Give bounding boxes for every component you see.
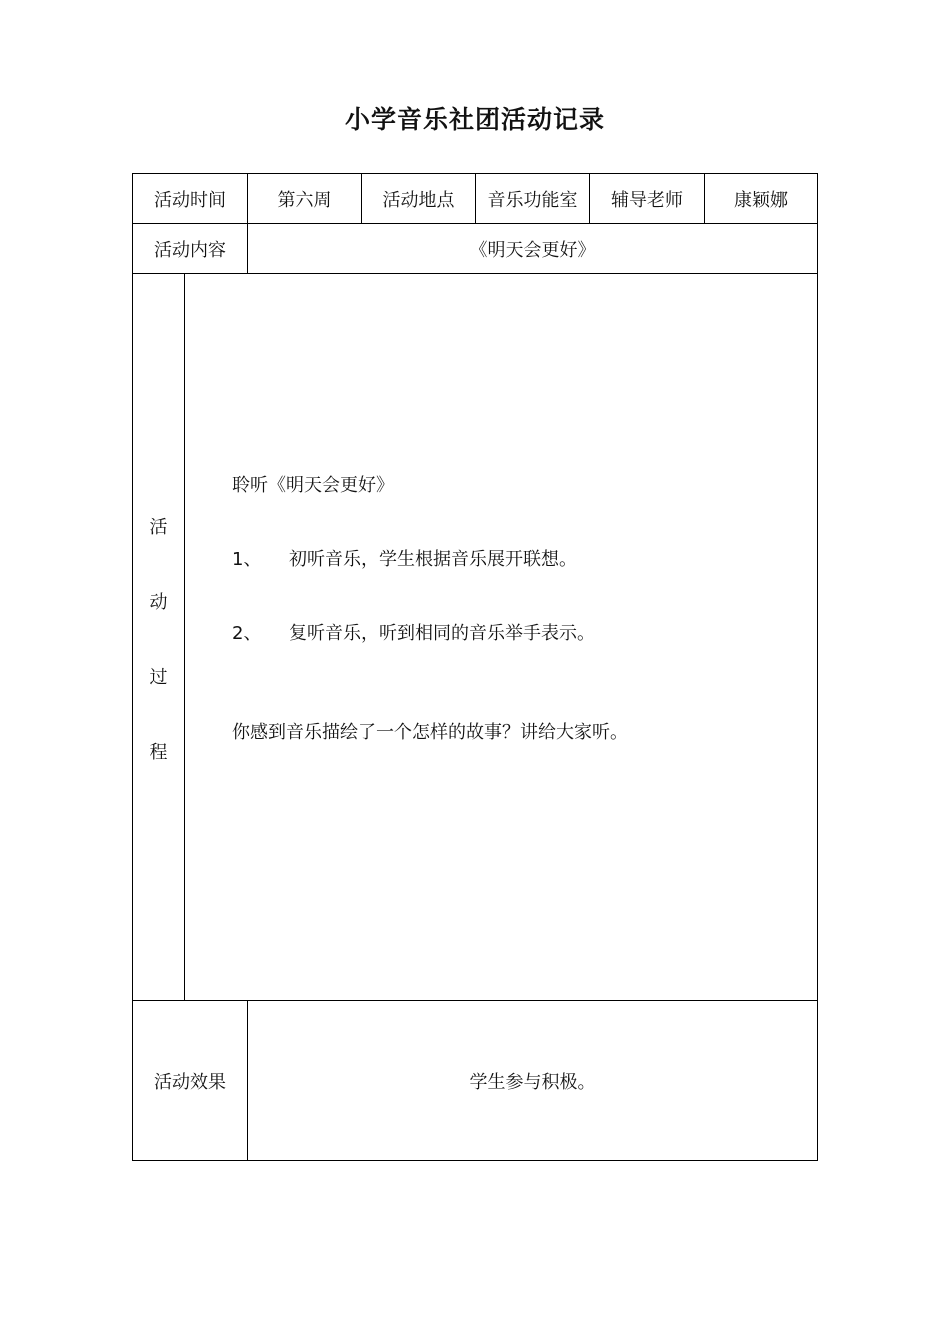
- step-text: 初听音乐，学生根据音乐展开联想。: [289, 549, 577, 570]
- step-number: 2、: [232, 623, 262, 644]
- activity-time-label: 活动时间: [154, 189, 226, 211]
- process-intro: 聆听《明天会更好》: [232, 475, 394, 496]
- activity-time-value: 第六周: [277, 189, 332, 211]
- activity-place-label: 活动地点: [382, 189, 455, 211]
- activity-content-label: 活动内容: [154, 239, 226, 261]
- teacher-value: 康颖娜: [734, 189, 788, 211]
- process-label-char: 活: [149, 517, 168, 538]
- step-text: 复听音乐，听到相同的音乐举手表示。: [289, 623, 595, 644]
- page-title: 小学音乐社团活动记录: [344, 105, 605, 134]
- activity-effect-label: 活动效果: [154, 1071, 226, 1093]
- process-label-char: 过: [149, 667, 168, 688]
- activity-place-value: 音乐功能室: [487, 189, 578, 211]
- column-divider: [184, 273, 185, 1000]
- teacher-label: 辅导老师: [611, 189, 683, 211]
- activity-content-value: 《明天会更好》: [469, 239, 596, 261]
- step-number: 1、: [232, 549, 262, 570]
- activity-effect-value: 学生参与积极。: [469, 1071, 596, 1093]
- process-label-char: 动: [149, 592, 168, 613]
- process-question: 你感到音乐描绘了一个怎样的故事？讲给大家听。: [232, 722, 628, 743]
- row-divider: [132, 273, 818, 274]
- process-label-char: 程: [149, 742, 168, 763]
